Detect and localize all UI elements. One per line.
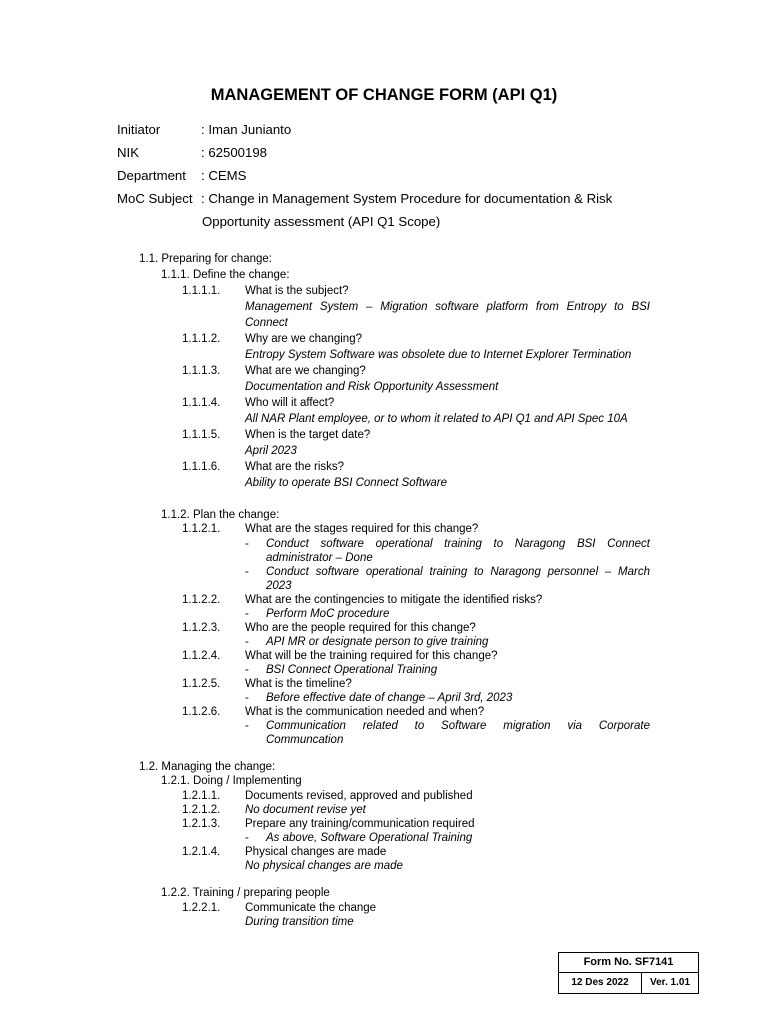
bullet-dash: - [245, 538, 249, 550]
question: What is the communication needed and when? [245, 706, 485, 718]
item-number: 1.1.1.3. [182, 365, 221, 377]
answer: Documentation and Risk Opportunity Assessment [245, 381, 499, 393]
item-number: 1.1.1.1. [182, 285, 221, 297]
nik-label: NIK [117, 145, 139, 160]
subject-value: : Change in Management System Procedure for documentation & Risk [201, 191, 613, 206]
nik-value: : 62500198 [201, 145, 268, 160]
question: What are the risks? [245, 461, 345, 473]
form-number: Form No. SF7141 [559, 953, 698, 973]
bullet-text: API MR or designate person to give training [266, 636, 489, 648]
answer: Management System – Migration software platform from Entropy to BSI [245, 301, 650, 313]
question: What is the timeline? [245, 678, 352, 690]
department-value: : CEMS [201, 168, 247, 183]
item-number: 1.1.1.4. [182, 397, 221, 409]
item-answer: During transition time [245, 916, 354, 928]
item-number: 1.1.2.2. [182, 594, 221, 606]
bullet-text: Communication related to Software migration via Corporate [266, 720, 650, 732]
item-number: 1.1.1.2. [182, 333, 221, 345]
department-label: Department [117, 168, 186, 183]
bullet-text: Before effective date of change – April 3rd, 2023 [266, 692, 513, 704]
item-number: 1.1.1.5. [182, 429, 221, 441]
question: What are we changing? [245, 365, 366, 377]
subject-label: MoC Subject [117, 191, 193, 206]
item-number: 1.2.1.3. [182, 818, 221, 830]
bullet-text: BSI Connect Operational Training [266, 664, 438, 676]
bullet-dash: - [245, 832, 249, 844]
section-heading: 1.2. Managing the change: [139, 761, 276, 773]
item-number: 1.1.2.4. [182, 650, 221, 662]
item-text: Prepare any training/communication required [245, 818, 475, 830]
question: Who are the people required for this change? [245, 622, 476, 634]
question: What are the contingencies to mitigate the identified risks? [245, 594, 543, 606]
subsection-heading: 1.2.1. Doing / Implementing [161, 775, 302, 787]
item-number: 1.1.2.3. [182, 622, 221, 634]
item-text: No document revise yet [245, 804, 366, 816]
form-version: Ver. 1.01 [649, 977, 691, 988]
initiator-label: Initiator [117, 122, 161, 137]
item-text: Communicate the change [245, 902, 377, 914]
item-text: Documents revised, approved and published [245, 790, 473, 802]
question: Who will it affect? [245, 397, 335, 409]
item-number: 1.2.1.1. [182, 790, 221, 802]
bullet-dash: - [245, 720, 249, 732]
page-title: MANAGEMENT OF CHANGE FORM (API Q1) [210, 86, 558, 104]
item-number: 1.2.1.4. [182, 846, 221, 858]
bullet-text: As above, Software Operational Training [266, 832, 473, 844]
item-number: 1.2.1.2. [182, 804, 221, 816]
question: What are the stages required for this change? [245, 523, 479, 535]
item-number: 1.1.1.6. [182, 461, 221, 473]
question: When is the target date? [245, 429, 371, 441]
item-number: 1.1.2.1. [182, 523, 221, 535]
bullet-dash: - [245, 566, 249, 578]
section-heading: 1.1. Preparing for change: [139, 253, 272, 265]
answer: Ability to operate BSI Connect Software [245, 477, 447, 489]
form-info-box [558, 952, 699, 994]
question: Why are we changing? [245, 333, 362, 345]
subsection-heading: 1.2.2. Training / preparing people [161, 887, 330, 899]
bullet-text: Perform MoC procedure [266, 608, 390, 620]
subsection-heading: 1.1.1. Define the change: [161, 269, 290, 281]
answer: Connect [245, 317, 288, 329]
item-number: 1.1.2.6. [182, 706, 221, 718]
answer: Entropy System Software was obsolete due to Internet Explorer Termination [245, 349, 632, 361]
item-number: 1.2.2.1. [182, 902, 221, 914]
bullet-text: Communcation [266, 734, 344, 746]
item-answer: No physical changes are made [245, 860, 403, 872]
bullet-text: Conduct software operational training to Naragong personnel – March [266, 566, 650, 578]
initiator-value: : Iman Junianto [201, 122, 292, 137]
bullet-dash: - [245, 664, 249, 676]
question: What is the subject? [245, 285, 349, 297]
bullet-text: administrator – Done [266, 552, 373, 564]
question: What will be the training required for this change? [245, 650, 498, 662]
bullet-dash: - [245, 692, 249, 704]
bullet-text: 2023 [266, 580, 292, 592]
item-text: Physical changes are made [245, 846, 387, 858]
bullet-dash: - [245, 636, 249, 648]
bullet-dash: - [245, 608, 249, 620]
subject-value-cont: Opportunity assessment (API Q1 Scope) [202, 214, 441, 229]
answer: April 2023 [245, 445, 297, 457]
form-date: 12 Des 2022 [559, 973, 642, 993]
bullet-text: Conduct software operational training to Naragong BSI Connect [266, 538, 650, 550]
item-number: 1.1.2.5. [182, 678, 221, 690]
subsection-heading: 1.1.2. Plan the change: [161, 509, 280, 521]
answer: All NAR Plant employee, or to whom it related to API Q1 and API Spec 10A [245, 413, 628, 425]
